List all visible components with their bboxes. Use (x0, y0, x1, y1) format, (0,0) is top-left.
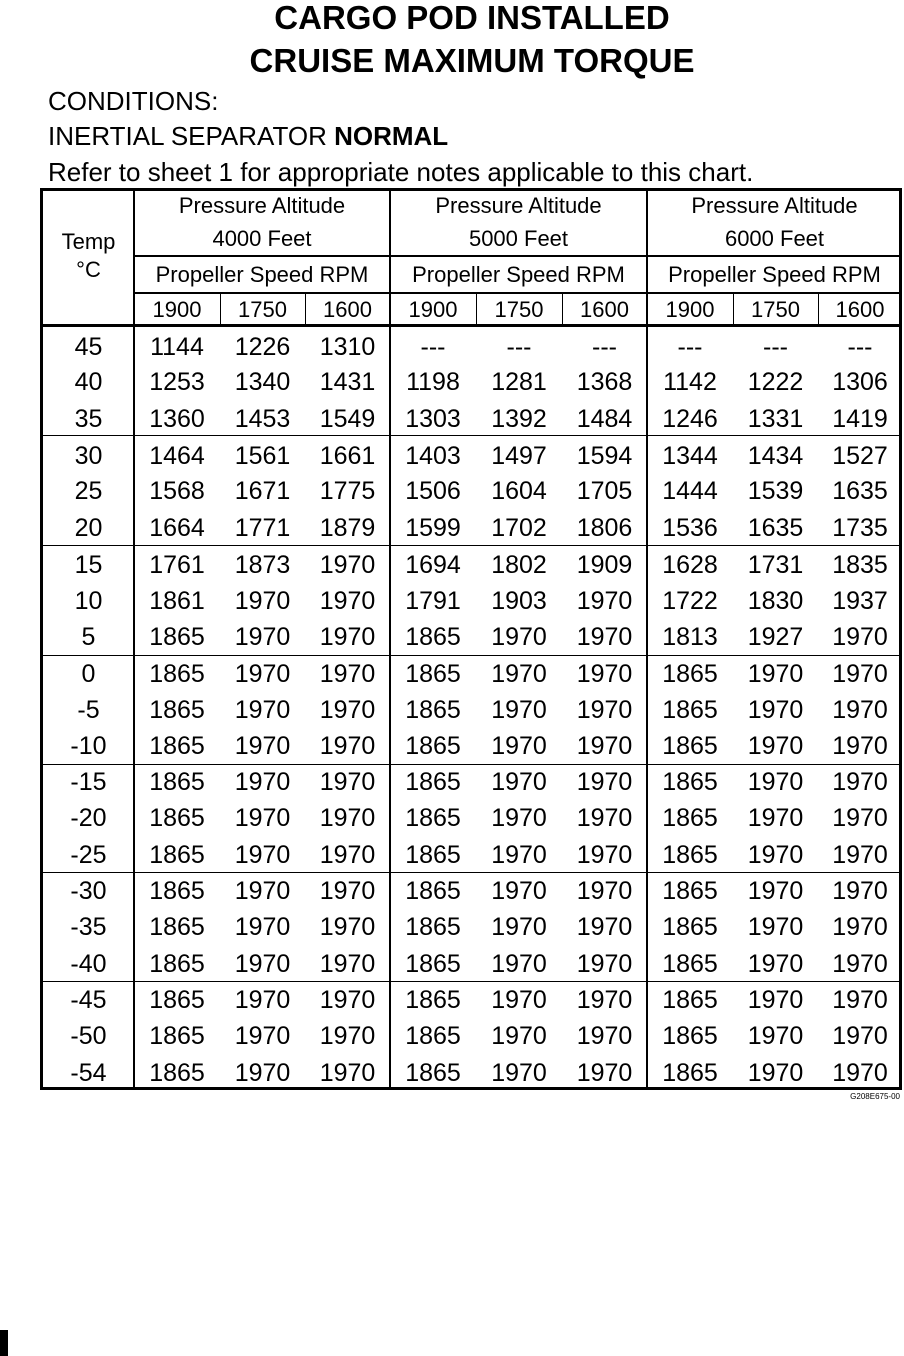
torque-cell: 1806 (576, 514, 633, 542)
torque-cell: --- (677, 333, 703, 361)
torque-cell: 1970 (491, 986, 547, 1014)
temp-cell: 0 (81, 660, 96, 688)
torque-cell: 1970 (491, 660, 547, 688)
torque-cell: 1970 (832, 732, 888, 760)
temp-cell: 25 (74, 477, 103, 505)
torque-cell: 1970 (576, 986, 633, 1014)
propeller-speed-label: Propeller Speed RPM (668, 262, 881, 287)
torque-cell: 1970 (576, 913, 633, 941)
torque-cell: 1431 (319, 368, 376, 396)
temp-cell: 5 (81, 623, 96, 651)
torque-cell: 1865 (149, 950, 205, 978)
altitude-value-label: 5000 Feet (468, 226, 569, 251)
rpm-header: 1600 (323, 297, 372, 322)
torque-cell: 1865 (405, 950, 461, 978)
torque-cell: 1970 (576, 696, 633, 724)
torque-cell: 1865 (149, 696, 205, 724)
torque-cell: 1970 (747, 1022, 804, 1050)
pressure-altitude-label: Pressure Altitude (691, 193, 858, 218)
torque-cell: 1970 (576, 1059, 633, 1087)
torque-cell: 1865 (149, 660, 205, 688)
torque-cell: 1865 (662, 732, 718, 760)
torque-cell: 1635 (832, 477, 888, 505)
header-bottom-rule (43, 324, 902, 327)
rpm-header: 1750 (238, 297, 287, 322)
torque-cell: 1970 (234, 841, 291, 869)
torque-cell: 1970 (234, 696, 291, 724)
torque-cell: 1970 (832, 986, 888, 1014)
torque-cell: 1865 (149, 913, 205, 941)
torque-cell: 1903 (491, 587, 547, 615)
torque-cell: 1970 (832, 768, 888, 796)
torque-cell: 1434 (747, 442, 804, 470)
torque-cell: 1970 (319, 732, 376, 760)
torque-cell: 1865 (405, 623, 461, 651)
temp-cell: -20 (70, 804, 107, 832)
torque-cell: 1791 (405, 587, 461, 615)
torque-cell: 1497 (491, 442, 547, 470)
torque-cell: 1865 (149, 841, 205, 869)
torque-cell: 1392 (491, 405, 547, 433)
torque-cell: 1865 (149, 1022, 205, 1050)
row-group-rule (43, 435, 902, 436)
torque-cell: 1970 (234, 1059, 291, 1087)
rpm-header: 1750 (494, 297, 544, 322)
torque-cell: 1368 (576, 368, 633, 396)
torque-cell: 1865 (662, 841, 718, 869)
torque-cell: 1865 (149, 623, 205, 651)
temp-cell: 35 (74, 405, 103, 433)
torque-cell: 1970 (319, 660, 376, 688)
torque-cell: 1970 (747, 841, 804, 869)
torque-cell: 1536 (662, 514, 718, 542)
torque-cell: 1970 (832, 1059, 888, 1087)
torque-cell: 1664 (149, 514, 205, 542)
torque-cell: 1970 (832, 950, 888, 978)
torque-cell: 1702 (491, 514, 547, 542)
torque-cell: 1970 (747, 660, 804, 688)
temp-cell: -54 (70, 1059, 107, 1087)
rpm-header: 1750 (751, 297, 800, 322)
torque-cell: 1970 (832, 804, 888, 832)
torque-cell: 1937 (832, 587, 888, 615)
torque-cell: 1198 (406, 368, 460, 396)
torque-cell: 1671 (234, 477, 291, 505)
torque-cell: 1865 (405, 913, 461, 941)
torque-cell: 1927 (747, 623, 804, 651)
row-group-rule (43, 764, 902, 765)
pressure-altitude-label: Pressure Altitude (178, 193, 346, 218)
torque-cell: 1970 (234, 732, 291, 760)
torque-cell: 1865 (662, 950, 718, 978)
torque-cell: 1865 (149, 768, 205, 796)
torque-cell: 1970 (747, 804, 804, 832)
torque-cell: 1970 (234, 587, 291, 615)
temp-cell: -30 (70, 877, 107, 905)
torque-cell: 1970 (491, 913, 547, 941)
altitude-value-label: 6000 Feet (724, 226, 825, 251)
torque-cell: 1970 (747, 1059, 804, 1087)
torque-cell: 1142 (663, 368, 717, 396)
torque-cell: 1970 (319, 950, 376, 978)
torque-cell: 1453 (234, 405, 291, 433)
row-group-rule (43, 545, 902, 546)
torque-cell: 1873 (234, 551, 291, 579)
temp-header: Temp (61, 229, 116, 254)
torque-cell: 1865 (662, 1022, 718, 1050)
torque-cell: 1464 (149, 442, 205, 470)
torque-cell: 1970 (319, 623, 376, 651)
row-group-rule (43, 872, 902, 873)
torque-cell: 1970 (747, 877, 804, 905)
torque-cell: 1970 (234, 950, 291, 978)
temp-cell: -50 (70, 1022, 107, 1050)
torque-cell: 1865 (149, 986, 205, 1014)
torque-cell: --- (420, 333, 446, 361)
torque-cell: 1970 (491, 877, 547, 905)
torque-cell: 1865 (405, 986, 461, 1014)
torque-cell: 1144 (150, 333, 204, 361)
propeller-speed-label: Propeller Speed RPM (155, 262, 369, 287)
temp-cell: 20 (74, 514, 103, 542)
torque-cell: 1865 (662, 696, 718, 724)
torque-cell: 1865 (405, 841, 461, 869)
torque-table (40, 188, 902, 1090)
torque-cell: 1403 (405, 442, 461, 470)
torque-cell: 1970 (234, 768, 291, 796)
rpm-header: 1600 (580, 297, 629, 322)
torque-cell: 1970 (576, 804, 633, 832)
torque-cell: 1865 (405, 732, 461, 760)
torque-cell: 1970 (832, 841, 888, 869)
torque-cell: 1861 (149, 587, 205, 615)
torque-cell: 1970 (576, 768, 633, 796)
torque-cell: 1340 (234, 368, 291, 396)
torque-cell: 1865 (405, 804, 461, 832)
torque-cell: 1970 (234, 660, 291, 688)
temp-unit-header: °C (76, 257, 101, 282)
torque-cell: 1970 (747, 950, 804, 978)
rpm-header: 1900 (152, 297, 202, 322)
temp-cell: -25 (70, 841, 107, 869)
torque-cell: 1970 (747, 768, 804, 796)
torque-cell: 1865 (405, 768, 461, 796)
rpm-header: 1900 (665, 297, 715, 322)
torque-cell: 1599 (405, 514, 461, 542)
row-group-rule (43, 655, 902, 656)
torque-cell: 1970 (747, 913, 804, 941)
torque-cell: 1970 (832, 913, 888, 941)
torque-cell: 1865 (662, 768, 718, 796)
temp-cell: 15 (74, 551, 103, 579)
torque-cell: 1970 (319, 587, 376, 615)
torque-cell: 1865 (662, 913, 718, 941)
torque-cell: 1865 (405, 660, 461, 688)
page-edge-mark (0, 1330, 8, 1356)
temp-cell: -40 (70, 950, 107, 978)
torque-cell: 1970 (491, 1059, 547, 1087)
temp-cell: 30 (74, 442, 103, 470)
torque-cell: 1909 (576, 551, 633, 579)
torque-cell: 1970 (491, 950, 547, 978)
torque-cell: 1813 (662, 623, 718, 651)
torque-cell: 1226 (234, 333, 291, 361)
torque-cell: 1970 (491, 623, 547, 651)
torque-cell: 1970 (832, 660, 888, 688)
torque-cell: 1970 (832, 696, 888, 724)
title-line-1: CARGO POD INSTALLED (274, 0, 670, 36)
torque-cell: 1970 (491, 804, 547, 832)
separator-condition (48, 121, 448, 151)
torque-cell: 1970 (319, 913, 376, 941)
row-group-rule (43, 981, 902, 982)
torque-cell: 1970 (491, 696, 547, 724)
temp-cell: -35 (70, 913, 107, 941)
torque-cell: 1970 (319, 1022, 376, 1050)
temp-cell: -45 (70, 986, 107, 1014)
torque-cell: 1835 (832, 551, 888, 579)
header-rule (134, 292, 902, 294)
torque-cell: 1970 (319, 804, 376, 832)
torque-cell: 1865 (405, 877, 461, 905)
torque-cell: 1970 (319, 1059, 376, 1087)
torque-cell: 1879 (319, 514, 376, 542)
torque-cell: 1970 (576, 660, 633, 688)
torque-cell: --- (592, 333, 617, 361)
torque-cell: 1970 (319, 986, 376, 1014)
torque-cell: 1661 (319, 442, 376, 470)
torque-cell: 1761 (149, 551, 205, 579)
torque-cell: 1865 (149, 877, 205, 905)
torque-cell: 1970 (576, 587, 633, 615)
torque-cell: 1802 (491, 551, 547, 579)
torque-cell: 1331 (747, 405, 804, 433)
torque-cell: 1865 (149, 1059, 205, 1087)
torque-cell: 1865 (662, 986, 718, 1014)
torque-cell: 1731 (747, 551, 804, 579)
torque-cell: 1771 (234, 514, 291, 542)
title-line-2: CRUISE MAXIMUM TORQUE (249, 42, 695, 79)
torque-cell: 1970 (234, 804, 291, 832)
torque-cell: 1970 (747, 696, 804, 724)
torque-cell: 1628 (662, 551, 718, 579)
torque-cell: 1865 (149, 732, 205, 760)
torque-cell: 1360 (149, 405, 205, 433)
torque-cell: 1970 (747, 732, 804, 760)
torque-cell: --- (763, 333, 788, 361)
torque-cell: 1970 (832, 877, 888, 905)
torque-cell: 1694 (405, 551, 461, 579)
torque-cell: 1539 (747, 477, 804, 505)
torque-cell: 1253 (149, 368, 205, 396)
torque-cell: 1970 (234, 913, 291, 941)
header-rule (134, 255, 902, 257)
torque-cell: 1506 (405, 477, 461, 505)
torque-cell: 1970 (319, 696, 376, 724)
temp-cell: 40 (74, 368, 103, 396)
torque-cell: 1604 (491, 477, 547, 505)
rpm-header: 1600 (835, 297, 885, 322)
torque-cell: 1722 (662, 587, 718, 615)
torque-cell: 1561 (234, 442, 291, 470)
temp-cell: 10 (74, 587, 103, 615)
torque-cell: 1970 (234, 986, 291, 1014)
torque-cell: 1705 (576, 477, 633, 505)
torque-cell: 1635 (747, 514, 804, 542)
separator-prefix: INERTIAL SEPARATOR (48, 121, 335, 151)
separator-value: NORMAL (334, 121, 449, 151)
conditions-label: CONDITIONS: (48, 86, 219, 116)
chart-note: Refer to sheet 1 for appropriate notes applicable to this chart. (48, 157, 754, 187)
torque-cell: 1865 (662, 660, 718, 688)
torque-cell: 1970 (319, 841, 376, 869)
torque-cell: 1310 (319, 333, 376, 361)
torque-cell: 1970 (491, 841, 547, 869)
torque-cell: 1830 (747, 587, 804, 615)
torque-cell: 1527 (832, 442, 888, 470)
torque-cell: 1222 (747, 368, 804, 396)
torque-cell: 1970 (576, 950, 633, 978)
torque-cell: 1865 (662, 804, 718, 832)
torque-cell: 1865 (662, 877, 718, 905)
torque-cell: 1306 (832, 368, 888, 396)
torque-cell: 1970 (832, 1022, 888, 1050)
torque-cell: 1970 (576, 877, 633, 905)
torque-cell: 1970 (747, 986, 804, 1014)
torque-cell: 1970 (234, 623, 291, 651)
torque-cell: 1970 (234, 1022, 291, 1050)
figure-code: G208E675-00 (850, 1092, 900, 1101)
torque-cell: 1970 (576, 623, 633, 651)
torque-cell: 1970 (491, 1022, 547, 1050)
torque-cell: 1970 (576, 1022, 633, 1050)
torque-cell: 1594 (576, 442, 633, 470)
torque-cell: 1970 (319, 877, 376, 905)
temp-cell: 45 (74, 333, 103, 361)
temp-cell: -15 (70, 768, 107, 796)
torque-cell: 1484 (576, 405, 633, 433)
torque-cell: 1735 (832, 514, 888, 542)
torque-cell: 1344 (662, 442, 718, 470)
torque-cell: 1970 (319, 551, 376, 579)
pressure-altitude-label: Pressure Altitude (435, 193, 602, 218)
torque-cell: 1865 (405, 1059, 461, 1087)
altitude-value-label: 4000 Feet (212, 226, 312, 251)
torque-cell: 1865 (662, 1059, 718, 1087)
torque-cell: 1865 (405, 696, 461, 724)
torque-cell: 1419 (832, 405, 888, 433)
propeller-speed-label: Propeller Speed RPM (412, 262, 625, 287)
rpm-header: 1900 (408, 297, 458, 322)
torque-cell: 1444 (662, 477, 718, 505)
torque-cell: 1246 (662, 405, 718, 433)
torque-cell: 1970 (491, 768, 547, 796)
torque-cell: 1970 (576, 732, 633, 760)
torque-cell: 1865 (405, 1022, 461, 1050)
torque-cell: 1970 (234, 877, 291, 905)
torque-cell: 1970 (576, 841, 633, 869)
temp-cell: -5 (77, 696, 100, 724)
torque-cell: 1549 (319, 405, 376, 433)
torque-cell: 1970 (832, 623, 888, 651)
torque-cell: 1568 (149, 477, 205, 505)
torque-cell: 1303 (405, 405, 461, 433)
torque-cell: 1281 (491, 368, 547, 396)
torque-cell: --- (506, 333, 532, 361)
torque-cell: 1970 (319, 768, 376, 796)
torque-cell: 1865 (149, 804, 205, 832)
torque-cell: 1775 (319, 477, 376, 505)
temp-cell: -10 (70, 732, 107, 760)
torque-cell: 1970 (491, 732, 547, 760)
torque-cell: --- (847, 333, 873, 361)
